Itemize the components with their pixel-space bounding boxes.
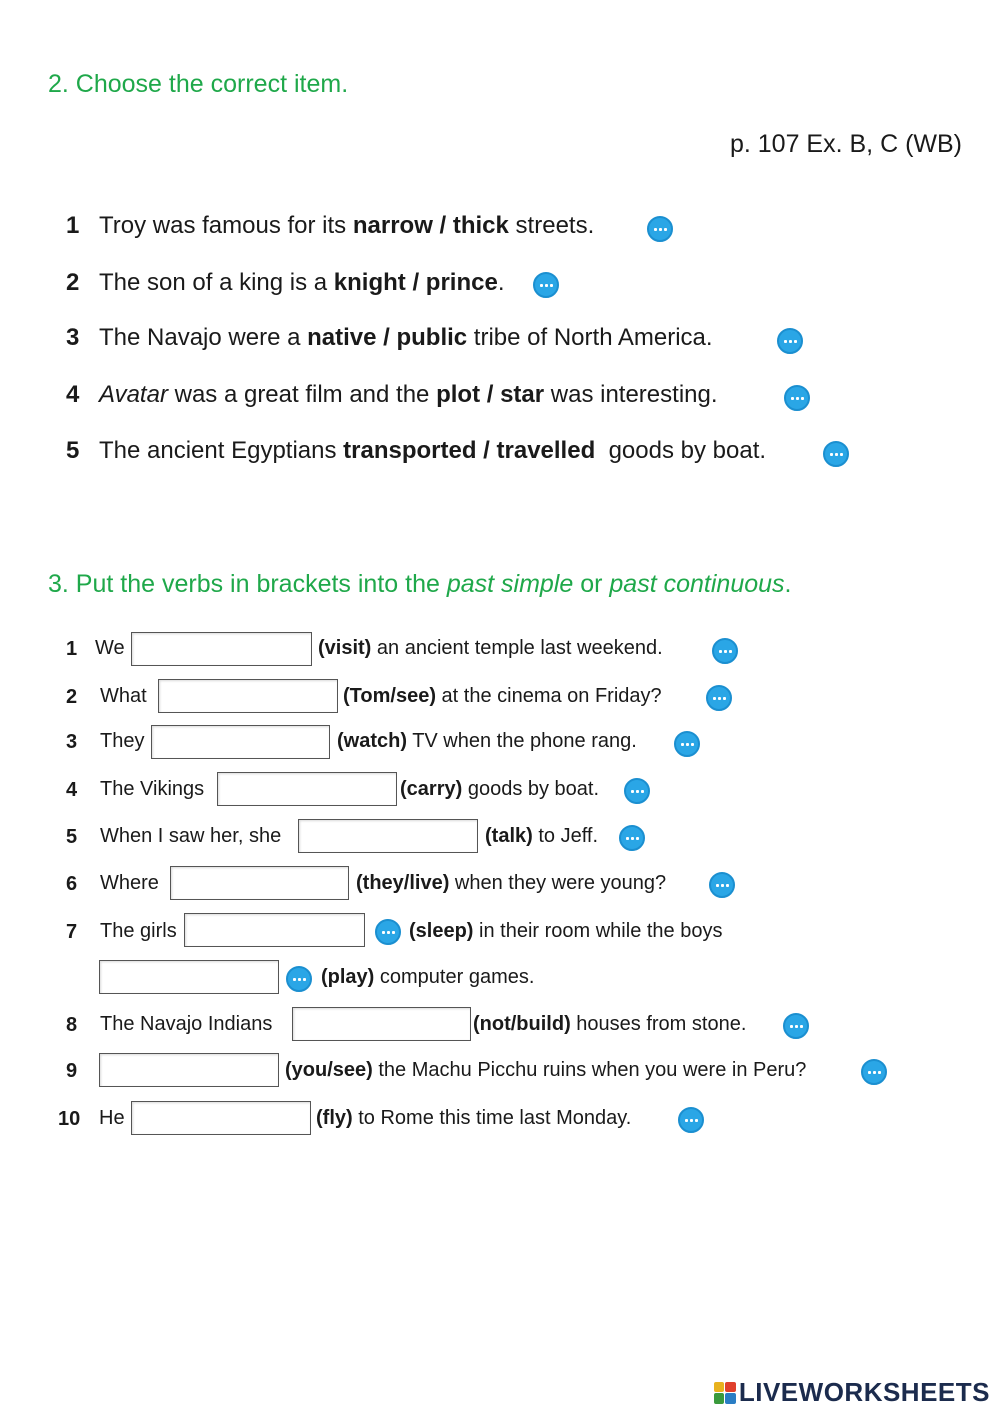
item-number: 2 [66,686,78,708]
item-text [318,637,663,660]
item-number: 10 [58,1108,81,1130]
verb-cue: (fly) [316,1107,353,1129]
item-text [316,1107,631,1130]
verb-cue: (carry) [400,778,463,800]
item-text: The son of a king is a [99,269,334,296]
item-number: 2 [66,269,80,296]
hint-icon[interactable] [619,825,645,851]
hint-icon[interactable] [823,441,849,467]
item-text [337,730,637,753]
item-text [400,778,599,801]
hint-icon[interactable] [783,1013,809,1039]
item-text: They [100,730,145,752]
heading-emphasis: past continuous [609,570,785,598]
item-text [321,966,534,989]
item-number: 5 [66,437,80,464]
item-text: The ancient Egyptians [99,437,344,464]
answer-input[interactable] [99,1053,279,1087]
choice-item-1 [66,212,966,242]
item-number: 3 [66,324,80,351]
hint-icon[interactable] [709,872,735,898]
answer-input[interactable] [184,913,365,947]
item-text: streets. [508,212,595,239]
item-text: When I saw her, she [100,825,282,847]
item-text: goods by boat. [595,437,767,464]
choice-options[interactable]: knight / prince [333,269,498,296]
answer-input[interactable] [170,866,349,900]
section-2-heading: 2. Choose the correct item. [48,70,349,98]
item-text: tribe of North America. [467,324,713,351]
item-text: when they were young? [449,872,667,894]
item-text: to Jeff. [532,825,599,847]
item-text [485,825,598,848]
hint-icon[interactable] [712,638,738,664]
hint-icon[interactable] [624,778,650,804]
item-text [473,1013,746,1036]
verb-cue: (play) [321,966,375,988]
verb-cue: (they/live) [356,872,450,894]
item-number: 9 [66,1060,78,1082]
verb-cue: (watch) [337,730,407,752]
item-text: the Machu Picchu ruins when you were in Peru? [372,1059,807,1081]
liveworksheets-logo [714,1377,990,1408]
verb-cue: (Tom/see) [343,685,436,707]
answer-input[interactable] [151,725,330,759]
item-text: . [497,269,505,296]
item-text: an ancient temple last weekend. [371,637,663,659]
item-text: in their room while the boys [473,920,723,942]
item-text [285,1059,806,1082]
item-number: 1 [66,212,80,239]
item-text [409,920,722,943]
hint-icon[interactable] [784,385,810,411]
heading-text: or [573,570,610,598]
answer-input[interactable] [131,632,312,666]
item-text [356,872,666,895]
choice-options[interactable]: transported / travelled [343,437,596,464]
item-number: 5 [66,826,78,848]
hint-icon[interactable] [861,1059,887,1085]
answer-input[interactable] [158,679,338,713]
choice-options[interactable]: plot / star [436,381,545,408]
hint-icon[interactable] [678,1107,704,1133]
verb-cue: (you/see) [285,1059,373,1081]
item-number: 6 [66,873,78,895]
verb-cue: (talk) [485,825,533,847]
hint-icon[interactable] [533,272,559,298]
item-text: computer games. [374,966,535,988]
hint-icon[interactable] [647,216,673,242]
item-text: The girls [100,920,177,942]
verb-cue: (visit) [318,637,372,659]
item-number: 4 [66,381,80,408]
item-text: was a great film and the [167,381,437,408]
heading-text: . [784,570,792,598]
item-number: 4 [66,779,78,801]
item-text: houses from stone. [570,1013,747,1035]
verb-cue: (sleep) [409,920,474,942]
choice-item-2 [66,269,966,299]
section-3-heading [48,570,791,599]
hint-icon[interactable] [375,919,401,945]
choice-options[interactable]: native / public [307,324,468,351]
answer-input[interactable] [217,772,397,806]
item-text: The Vikings [100,778,205,800]
item-text: Troy was famous for its [99,212,353,239]
hint-icon[interactable] [706,685,732,711]
item-text: He [99,1107,125,1129]
item-text: was interesting. [544,381,718,408]
item-text: TV when the phone rang. [407,730,637,752]
choice-item-4 [66,381,966,411]
hint-icon[interactable] [777,328,803,354]
answer-input[interactable] [298,819,478,853]
page-reference: p. 107 Ex. B, C (WB) [729,130,962,158]
heading-text: 3. Put the verbs in brackets into the [48,570,447,598]
choice-item-3 [66,324,966,354]
item-number: 8 [66,1014,78,1036]
item-text [343,685,662,708]
answer-input[interactable] [99,960,279,994]
brand-name: LIVEWORKSHEETS [738,1377,990,1407]
hint-icon[interactable] [286,966,312,992]
hint-icon[interactable] [674,731,700,757]
item-text: at the cinema on Friday? [435,685,662,707]
heading-emphasis: past simple [446,570,574,598]
logo-mark-icon [714,1382,736,1404]
verb-cue: (not/build) [473,1013,571,1035]
item-number: 1 [66,638,78,660]
film-title: Avatar [99,381,168,408]
item-number: 3 [66,731,78,753]
item-text: The Navajo Indians [100,1013,273,1035]
item-text: goods by boat. [462,778,600,800]
item-text: Where [100,872,159,894]
item-text: We [95,637,125,659]
item-text: The Navajo were a [99,324,308,351]
answer-input[interactable] [131,1101,311,1135]
item-text: What [100,685,147,707]
item-number: 7 [66,921,78,943]
item-text: to Rome this time last Monday. [352,1107,632,1129]
answer-input[interactable] [292,1007,471,1041]
choice-options[interactable]: narrow / thick [352,212,509,239]
